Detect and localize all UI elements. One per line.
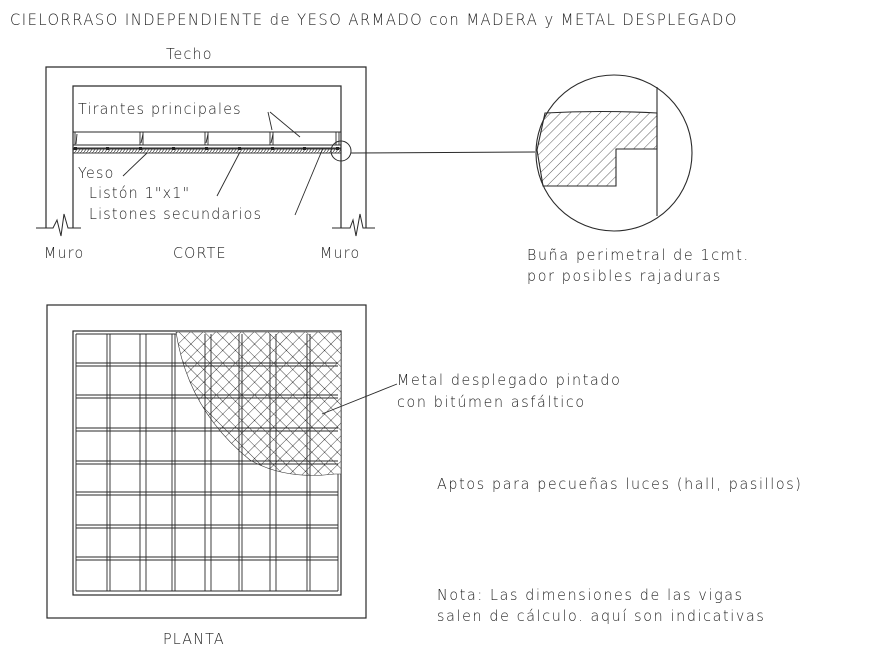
label-tirantes-principales: Tirantes principales <box>78 100 242 118</box>
label-techo: Techo <box>166 45 213 63</box>
note-aptos: Aptos para pecueñas luces (hall, pasillos) <box>437 475 803 493</box>
label-planta: PLANTA <box>163 630 225 648</box>
note-nota-line2: salen de cálculo. aquí son indicativas <box>437 607 766 625</box>
detail-note-line2: por posibles rajaduras <box>527 267 722 285</box>
buna-profile <box>537 112 657 187</box>
joist-markers <box>75 132 339 145</box>
metal-desplegado-area <box>176 332 341 475</box>
label-muro-left: Muro <box>44 244 85 262</box>
label-listones-secundarios: Listones secundarios <box>89 205 263 223</box>
label-metal-line1: Metal desplegado pintado <box>397 371 622 389</box>
detail-note-line1: Buña perimetral de 1cmt. <box>527 246 750 264</box>
label-corte: CORTE <box>173 244 227 262</box>
wall-break-right <box>332 214 375 236</box>
wall-break-left <box>36 214 81 236</box>
note-nota-line1: Nota: Las dimensiones de las vigas <box>437 586 744 604</box>
planta-plan <box>47 305 397 618</box>
label-liston: Listón 1"x1" <box>89 184 191 202</box>
drawing-title: CIELORRASO INDEPENDIENTE de YESO ARMADO con MADERA y METAL DESPLEGADO <box>10 10 738 29</box>
label-yeso: Yeso <box>78 164 115 182</box>
label-muro-right: Muro <box>320 244 361 262</box>
label-metal-line2: con bitúmen asfáltico <box>397 393 586 411</box>
detail-enlarged <box>536 75 692 231</box>
